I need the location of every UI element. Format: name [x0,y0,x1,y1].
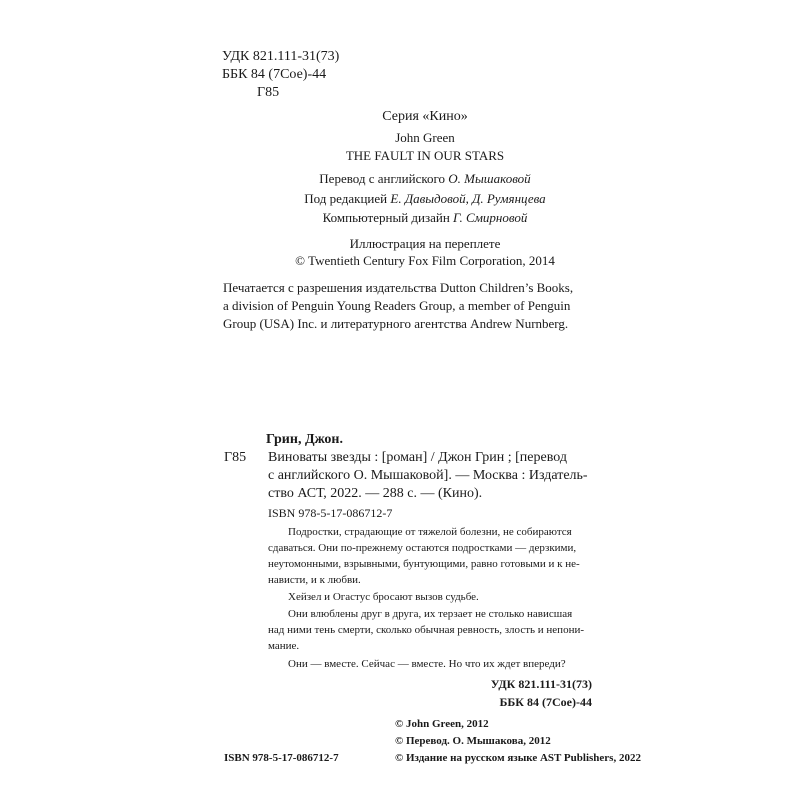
udk-code-bottom: УДК 821.111-31(73) [490,677,592,691]
biblio-line: ство АСТ, 2022. — 288 с. — (Кино). [268,486,483,501]
original-title: THE FAULT IN OUR STARS [345,148,505,163]
design-prefix: Компьютерный дизайн [322,210,454,225]
isbn-middle: ISBN 978-5-17-086712-7 [268,506,393,520]
permission-line: Печатается с разрешения издательства Dutton Children’s Books, [223,280,574,295]
annotation-line: сдаваться. Они по-прежнему остаются подростками — дерзкими, [268,542,577,554]
editors-credit [205,191,645,207]
isbn-bottom: ISBN 978-5-17-086712-7 [224,752,339,764]
copyright-line: © Издание на русском языке AST Publishers, 2022 [395,752,641,764]
annotation-line: Хейзел и Огастус бросают вызов судьбе. [288,591,479,603]
permission-line: Group (USA) Inc. и литературного агентства Andrew Nurnberg. [223,316,569,331]
biblio-author: Грин, Джон. [266,432,343,447]
annotation-line: Они — вместе. Сейчас — вместе. Но что их ждет впереди? [288,658,566,670]
original-author: John Green [395,130,455,145]
biblio-line: Виноваты звезды : [роман] / Джон Грин ; [перевод [268,450,567,465]
translation-credit [205,171,645,187]
designer-name: Г. Смирновой [453,210,528,225]
annotation-line: неутомонными, взрывными, бунтующими, равно готовыми и к не- [268,558,580,570]
editors-prefix: Под редакцией [304,191,391,206]
permission-line: a division of Penguin Young Readers Group, a member of Penguin [223,298,571,313]
design-credit [205,210,645,226]
bbk-code: ББК 84 (7Сое)-44 [222,67,327,82]
translation-prefix: Перевод с английского [319,171,449,186]
udk-code: УДК 821.111-31(73) [222,49,340,64]
annotation-line: мание. [268,640,300,652]
translator-name: О. Мышаковой [448,171,531,186]
biblio-mark: Г85 [224,450,247,465]
copyright-line: © Перевод. О. Мышакова, 2012 [395,735,551,747]
author-mark: Г85 [257,85,280,100]
series-line: Серия «Кино» [382,109,468,124]
bbk-code-bottom: ББК 84 (7Сое)-44 [499,695,592,709]
copyright-line: © John Green, 2012 [395,718,489,730]
annotation-line: нависти, и к любви. [268,574,361,586]
biblio-line: с английского О. Мышаковой]. — Москва : Издатель- [268,468,588,483]
illustration-label: Иллюстрация на переплете [349,236,501,251]
annotation-line: над ними тень смерти, сколько обычная ревность, злость и непони- [268,624,585,636]
annotation-line: Они влюблены друг в друга, их терзает не столько нависшая [288,608,573,620]
editors-names: Е. Давыдовой, Д. Румянцева [390,191,546,206]
illustration-copyright: © Twentieth Century Fox Film Corporation, 2014 [295,253,555,268]
annotation-line: Подростки, страдающие от тяжелой болезни, не собираются [288,526,572,538]
